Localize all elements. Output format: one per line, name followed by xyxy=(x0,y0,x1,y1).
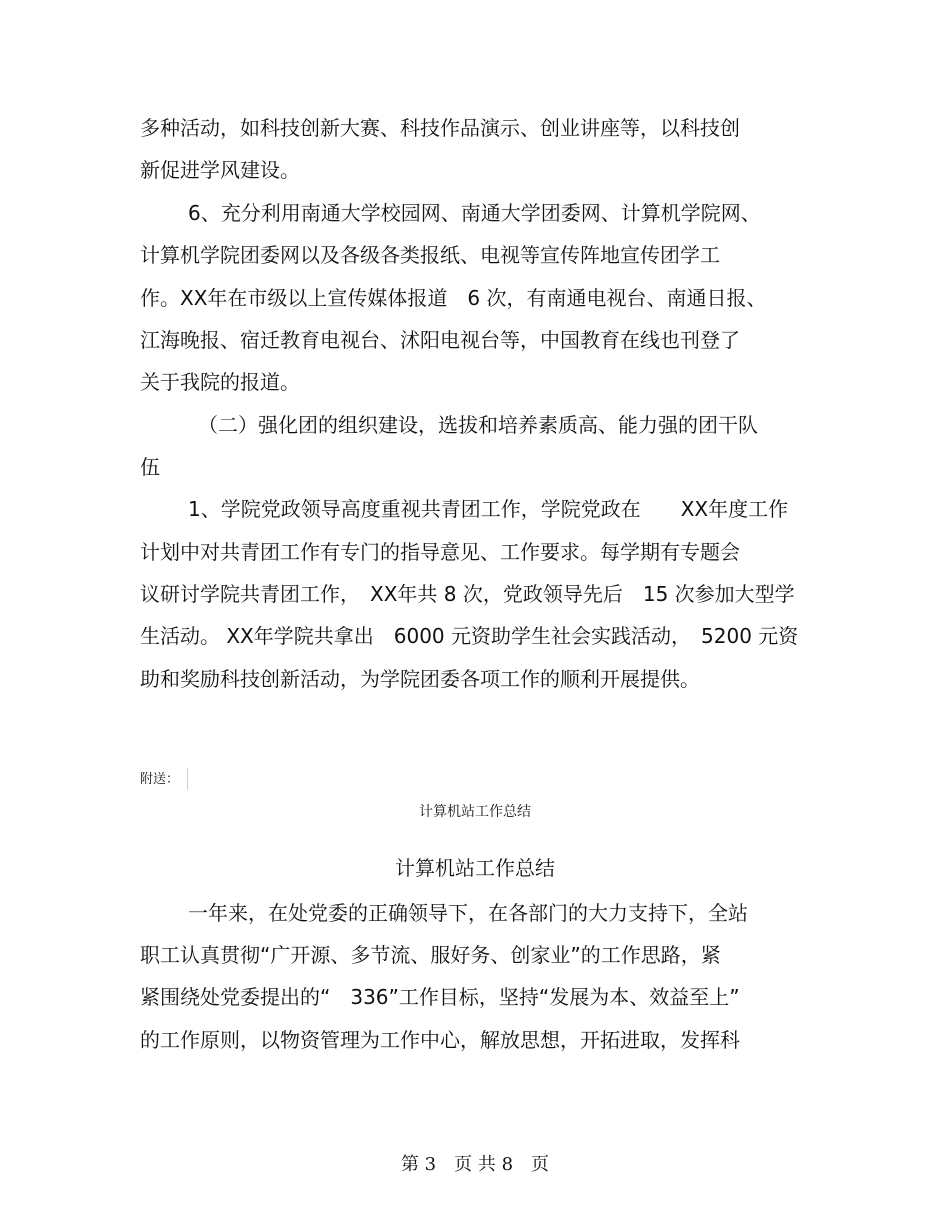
body-line: 江海晚报、宿迁教育电视台、沭阳电视台等，中国教育在线也刊登了 xyxy=(140,328,740,352)
section-heading: 伍 xyxy=(140,455,160,479)
body-line: 生活动。 XX年学院共拿出 6000 元资助学生社会实践活动， 5200 元资 xyxy=(140,624,799,648)
appendix-small-title: 计算机站工作总结 xyxy=(419,804,531,820)
appendix-divider xyxy=(187,768,188,790)
body-line: 助和奖励科技创新活动，为学院团委各项工作的顺利开展提供。 xyxy=(140,667,700,691)
body-line: 6、充分利用南通大学校园网、南通大学团委网、计算机学院网、 xyxy=(188,201,761,225)
body-line: 计划中对共青团工作有专门的指导意见、工作要求。每学期有专题会 xyxy=(140,540,740,564)
section-heading: （二）强化团的组织建设，选拔和培养素质高、能力强的团干队 xyxy=(198,413,758,437)
appendix-body-line: 职工认真贯彻“广开源、多节流、服好务、创家业”的工作思路，紧 xyxy=(140,943,721,967)
body-line: 新促进学风建设。 xyxy=(140,158,300,182)
body-line: 计算机学院团委网以及各级各类报纸、电视等宣传阵地宣传团学工 xyxy=(140,243,720,267)
body-line: 议研讨学院共青团工作， XX年共 8 次，党政领导先后 15 次参加大型学 xyxy=(140,582,795,606)
appendix-label: 附送： xyxy=(140,772,180,787)
body-line: 关于我院的报道。 xyxy=(140,370,300,394)
body-line: 多种活动，如科技创新大赛、科技作品演示、创业讲座等，以科技创 xyxy=(140,116,740,140)
appendix-main-title: 计算机站工作总结 xyxy=(395,856,555,880)
page-number-footer: 第 3 页 共 8 页 xyxy=(400,1154,550,1175)
body-line: 1、学院党政领导高度重视共青团工作，学院党政在 XX年度工作 xyxy=(188,497,789,521)
body-line: 作。XX年在市级以上宣传媒体报道 6 次，有南通电视台、南通日报、 xyxy=(140,286,767,310)
appendix-body-line: 一年来，在处党委的正确领导下，在各部门的大力支持下，全站 xyxy=(188,901,748,925)
appendix-body-line: 紧围绕处党委提出的“ 336”工作目标，坚持“发展为本、效益至上” xyxy=(140,985,740,1009)
appendix-body-line: 的工作原则，以物资管理为工作中心，解放思想，开拓进取，发挥科 xyxy=(140,1028,740,1052)
